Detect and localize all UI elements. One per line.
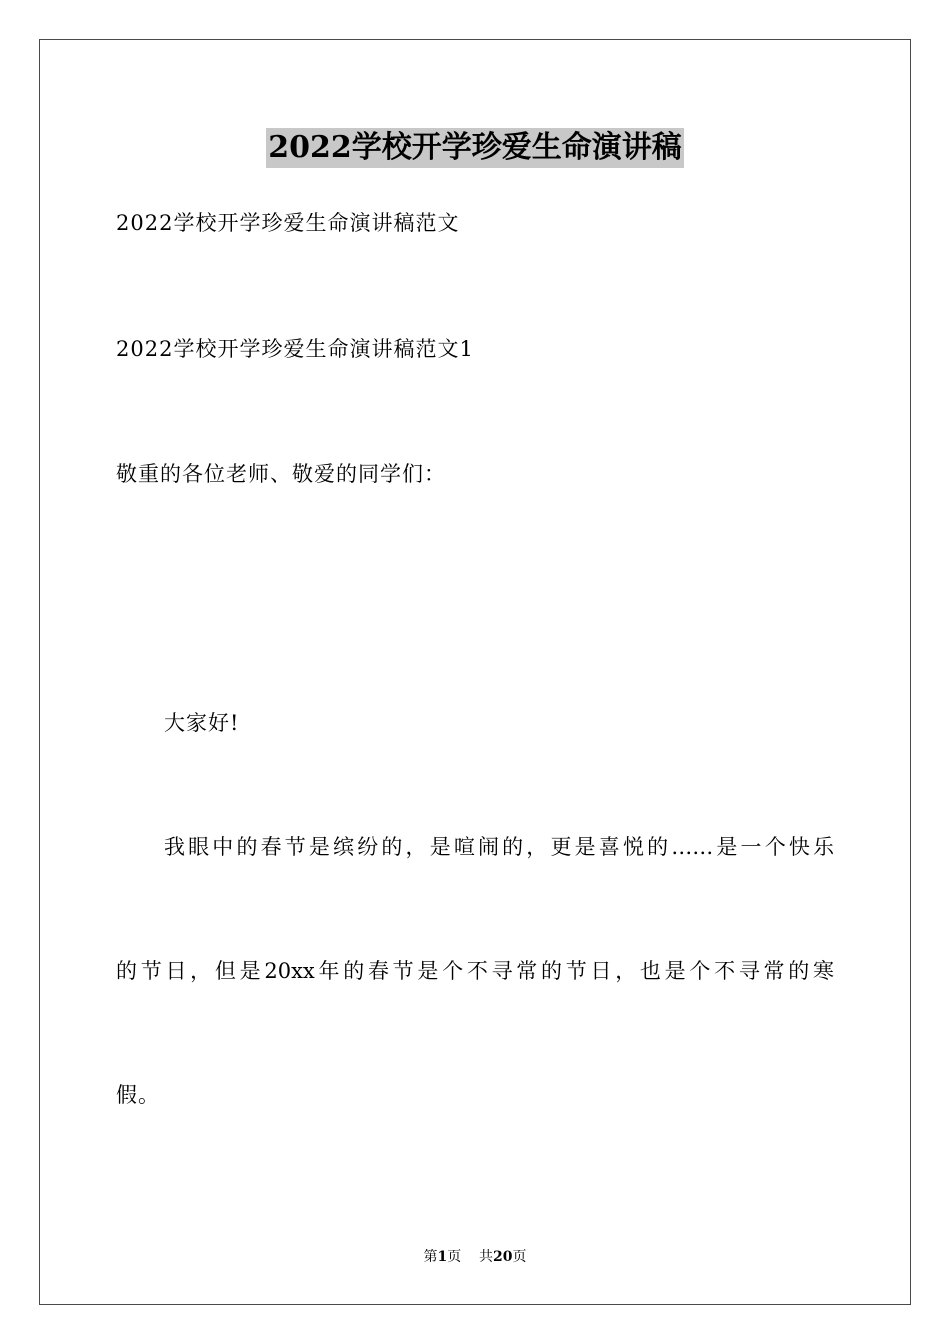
- document-subtitle: 2022学校开学珍爱生命演讲稿范文: [116, 211, 460, 235]
- greeting: 大家好!: [164, 711, 240, 735]
- footer-page-prefix: 第: [423, 1249, 438, 1265]
- document-title: 2022学校开学珍爱生命演讲稿: [266, 128, 684, 168]
- page-footer: [0, 1248, 950, 1266]
- footer-total-pages: 20: [493, 1249, 513, 1265]
- paragraph-line: 我眼中的春节是缤纷的，是喧闹的，更是喜悦的……是一个快乐: [164, 835, 834, 859]
- paragraph-line: 假。: [116, 1083, 160, 1107]
- footer-total-suffix: 页: [512, 1249, 527, 1265]
- paragraph-line: 的节日，但是20xx年的春节是个不寻常的节日，也是个不寻常的寒: [116, 959, 834, 983]
- title-container: [0, 128, 950, 168]
- footer-page-suffix: 页: [447, 1249, 462, 1265]
- salutation: 敬重的各位老师、敬爱的同学们：: [116, 462, 446, 486]
- footer-total-prefix: 共: [479, 1249, 494, 1265]
- footer-page-number: 1: [437, 1249, 448, 1265]
- section-heading: 2022学校开学珍爱生命演讲稿范文1: [116, 337, 474, 361]
